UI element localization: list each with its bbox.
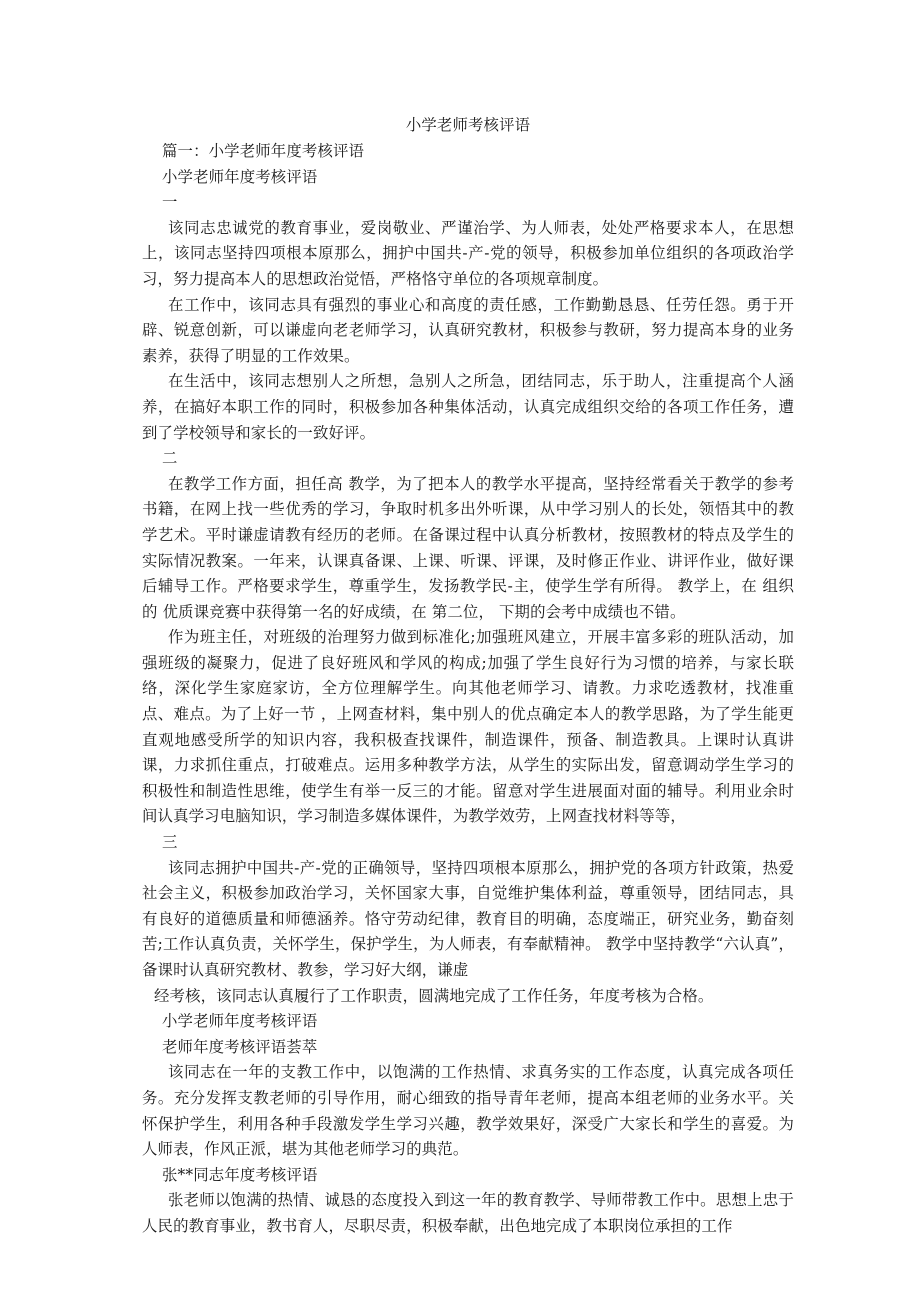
paragraph: 张老师以饱满的热情、诚恳的态度投入到这一年的教育教学、导师带教工作中。思想上忠于人民的教育事业，教书育人，尽职尽责，积极奉献，出色地完成了本职岗位承担的工作 [142, 1191, 794, 1235]
paragraph: 在工作中，该同志具有强烈的事业心和高度的责任感，工作勤勤恳恳、任劳任怨。勇于开辟、锐意创新，可以谦虚向老老师学习，认真研究教材，积极参与教研，努力提高本身的业务素养，获得了明显的工作效果。 [142, 295, 794, 365]
subsection-heading: 张**同志年度考核评语 [162, 1165, 318, 1184]
subsection-heading: 小学老师年度考核评语 [162, 167, 318, 186]
part-number: 一 [162, 193, 178, 212]
paragraph: 该同志忠诚党的教育事业，爱岗敬业、严谨治学、为人师表，处处严格要求本人，在思想上，该同志坚持四项根本原那么，拥护中国共-产-党的领导，积极参加单位组织的各项政治学习，努力提高本人的思想政治觉悟，严格恪守单位的各项规章制度。 [142, 218, 794, 288]
subsection-heading: 老师年度考核评语荟萃 [162, 1037, 318, 1056]
part-number: 三 [162, 833, 178, 852]
subsection-heading: 小学老师年度考核评语 [162, 1012, 318, 1031]
document-page [142, 112, 794, 1240]
paragraph: 作为班主任，对班级的治理努力做到标准化;加强班风建立，开展丰富多彩的班队活动，加强班级的凝聚力，促进了良好班风和学风的构成;加强了学生良好行为习惯的培养，与家长联络，深化学生家庭家访，全方位理解学生。向其他老师学习、请教。力求吃透教材，找准重点、难点。为了上好一节 ，上网查材料，集中别人的优点确定本人的教学思路，为了学生能更直观地感受所学的知识内容，我积极查找课件，制造课件，预备、制造教具。上课时认真讲课，力求抓住重点，打破难点。运用多种教学方法，从学生的实际出发，留意调动学生学习的积极性和制造性思维，使学生有举一反三的才能。留意对学生进展面对面的辅导。利用业余时间认真学习电脑知识，学习制造多媒体课件，为教学效劳，上网查找材料等等， [142, 628, 794, 826]
paragraph: 在生活中，该同志想别人之所想，急别人之所急，团结同志，乐于助人，注重提高个人涵养，在搞好本职工作的同时，积极参加各种集体活动，认真完成组织交给的各项工作任务，遭到了学校领导和家长的一致好评。 [142, 372, 794, 442]
paragraph: 在教学工作方面，担任高 教学，为了把本人的教学水平提高，坚持经常看关于教学的参考书籍，在网上找一些优秀的学习，争取时机多出外听课，从中学习别人的长处，领悟其中的教学艺术。平时谦虚请教有经历的老师。在备课过程中认真分析教材，按照教材的特点及学生的实际情况教案。一年来，认课真备课、上课、听课、评课，及时修正作业、讲评作业，做好课后辅导工作。严格要求学生，尊重学生，发扬教学民-主，使学生学有所得。 教学上，在 组织的 优质课竞赛中获得第一名的好成绩，在 第二位， 下期的会考中成绩也不错。 [142, 474, 794, 621]
paragraph: 该同志拥护中国共-产-党的正确领导，坚持四项根本原那么，拥护党的各项方针政策，热爱社会主义，积极参加政治学习，关怀国家大事，自觉维护集体利益，尊重领导，团结同志，具有良好的道德质量和师德涵养。恪守劳动纪律，教育目的明确，态度端正，研究业务，勤奋刻苦;工作认真负责，关怀学生，保护学生，为人师表，有奉献精神。 教学中坚持教学“六认真”，备课时认真研究教材、教参，学习好大纲，谦虚 [142, 858, 794, 979]
document-title: 小学老师考核评语 [405, 116, 531, 134]
paragraph: 该同志在一年的支教工作中，以饱满的工作热情、求真务实的工作态度，认真完成各项任务。充分发挥支教老师的引导作用，耐心细致的指导青年老师，提高本组老师的业务水平。关怀保护学生，利用各种手段激发学生学习兴趣，教学效果好，深受广大家长和学生的喜爱。为人师表，作风正派，堪为其他老师学习的典范。 [142, 1063, 794, 1159]
part-number: 二 [162, 449, 178, 468]
paragraph: 经考核，该同志认真履行了工作职责，圆满地完成了工作任务，年度考核为合格。 [154, 986, 714, 1005]
section-heading: 篇一：小学老师年度考核评语 [162, 142, 365, 160]
